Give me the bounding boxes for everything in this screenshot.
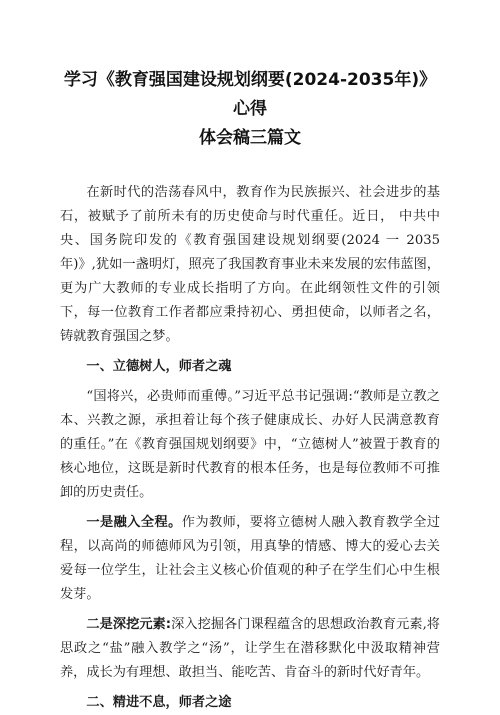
intro-paragraph: 在新时代的浩荡春风中，教育作为民族振兴、社会进步的基石，被赋予了前所未有的历史使命与时代重任。近日， 中共中央、国务院印发的《教育强国建设规划纲要(2024 一 2035 年)》,犹如一盏明灯，照亮了我国教育事业未来发展的宏伟蓝图，更为广大教师的专业成长指明了方向。在此纲领性文件的引领下，每一位教育工作者都应秉持初心、勇担使命，以师者之名，铸就教育强国之梦。 <box>60 185 440 344</box>
document-body <box>60 181 440 715</box>
document-title <box>60 66 440 153</box>
title-line-1: 学习《教育强国建设规划纲要(2024-2035年)》心得 <box>63 70 437 119</box>
point-2-lead: 二是深挖元素: <box>86 617 172 632</box>
section-heading-1: 一、立德树人，师者之魂 <box>86 359 232 374</box>
point-1-paragraph <box>60 511 440 607</box>
title-line-2: 体会稿三篇文 <box>199 128 301 148</box>
point-2-text: 深入挖掘各门课程蕴含的思想政治教育元素,将思政之“盐”融入教学之“汤”，让学生在潜移默化中汲取精神营养，成长为有理想、敢担当、能吃苦、肯奋斗的新时代好青年。 <box>60 617 440 680</box>
section-1-paragraph: “国将兴，必贵师而重傅。”习近平总书记强调:“教师是立教之本、兴教之源，承担着让每个孩子健康成长、办好人民满意教育的重任。”在《教育强国规划纲要》中，“立德树人”被置于教育的核心地位，这既是新时代教育的根本任务，也是每位教师不可推卸的历史责任。 <box>60 389 440 500</box>
point-1-text: 作为教师，要将立德树人融入教育教学全过程，以高尚的师德师风为引领，用真挚的情感、博大的爱心去关爱每一位学生，让社会主义核心价值观的种子在学生们心中生根发芽。 <box>60 515 441 602</box>
point-2-paragraph <box>60 613 440 685</box>
point-1-lead: 一是融入全程。 <box>86 515 182 530</box>
section-heading-2: 二、精进不息，师者之途 <box>86 695 232 710</box>
